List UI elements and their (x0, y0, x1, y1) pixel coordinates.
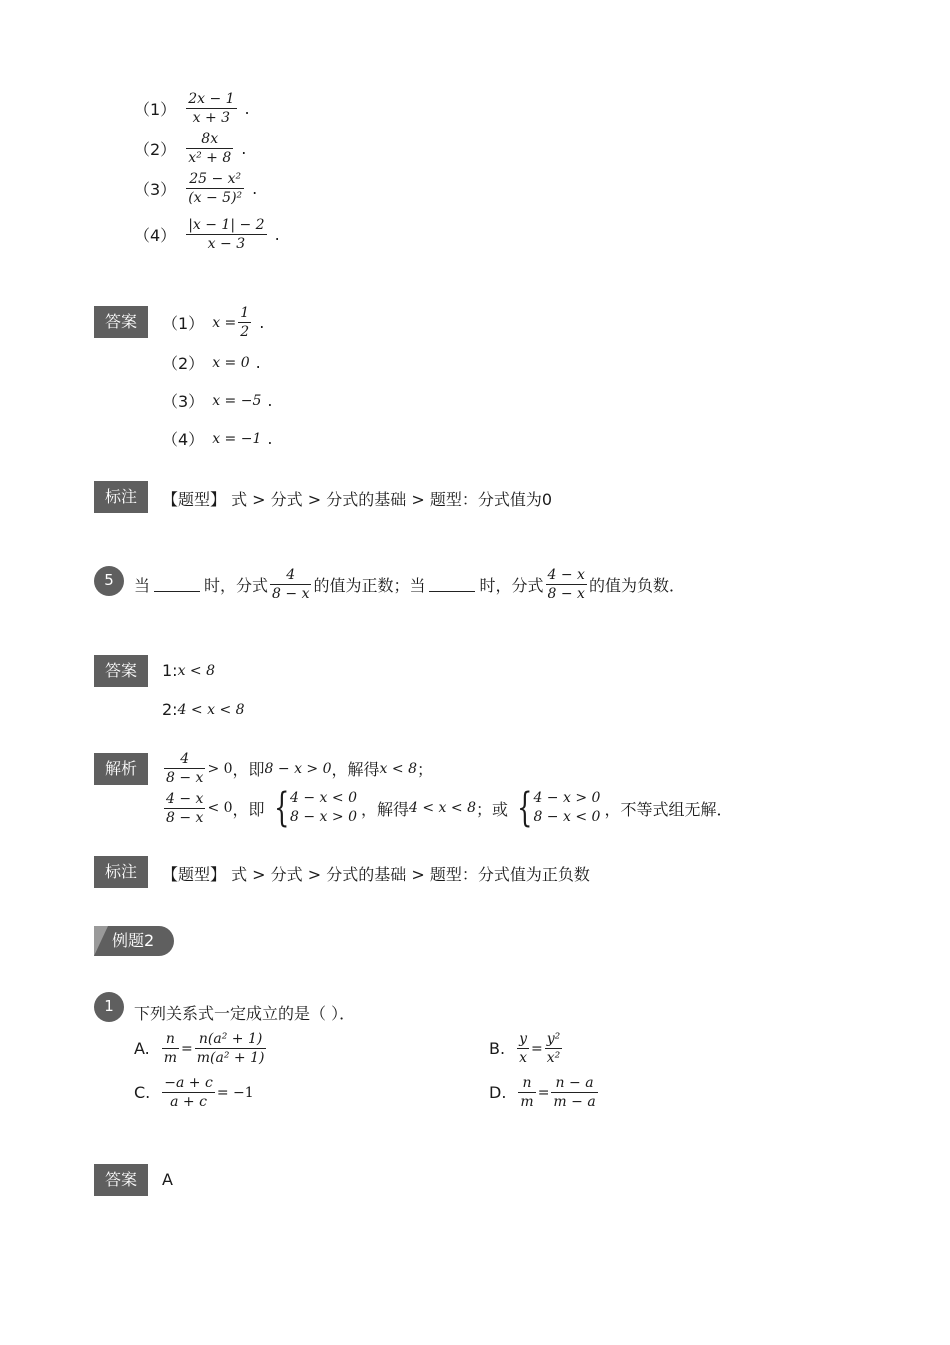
numerator: −a + c (164, 1075, 213, 1091)
denominator: 2 (240, 324, 250, 340)
question-stem (134, 566, 685, 603)
answer-line-1 (162, 661, 215, 680)
option-a[interactable] (134, 1030, 268, 1067)
part-label: （4） (162, 430, 205, 449)
example-title: 例题2 (112, 931, 155, 950)
numerator: 2x − 1 (188, 91, 235, 107)
answer-tag: 答案 (94, 306, 148, 338)
q4-part-2 (134, 130, 246, 167)
stem-text: 的值为正数；当 (313, 576, 426, 595)
numerator: 4 (286, 567, 296, 583)
part-label: （3） (134, 180, 177, 199)
answer-tag: 答案 (94, 1164, 148, 1196)
analysis-tag: 解析 (94, 753, 148, 785)
denominator: m(a² + 1) (196, 1050, 265, 1066)
period: . (267, 391, 273, 410)
numerator: 8x (201, 131, 219, 147)
text: ，解得 (360, 799, 409, 819)
part-label: （1） (134, 100, 177, 119)
fraction (546, 566, 587, 603)
answer-text: A (162, 1170, 173, 1189)
numerator: y (519, 1031, 527, 1047)
inequality: 8 − x > 0 (290, 809, 357, 825)
answer-line-2 (162, 351, 261, 374)
answer-line-3 (162, 389, 272, 412)
stem-text: 时，分式 (204, 576, 269, 595)
text: ，即 (232, 799, 265, 819)
fraction (164, 750, 205, 787)
math: x = −5 (212, 392, 262, 409)
fraction (162, 1030, 179, 1067)
answer-line-4 (162, 427, 272, 450)
math: > 0 (207, 760, 233, 777)
inequality: 4 − x < 0 (290, 790, 357, 806)
text: ；或 (475, 799, 508, 819)
numerator: 1 (240, 305, 250, 321)
numerator: n (522, 1075, 532, 1091)
denominator: x² + 8 (188, 150, 232, 166)
math: = (530, 1040, 543, 1057)
numerator: |x − 1| − 2 (188, 217, 265, 233)
numerator: 25 − x² (189, 171, 242, 187)
note-text: 【题型】 式 > 分式 > 分式的基础 > 题型：分式值为0 (162, 490, 553, 509)
banner-stripe (94, 926, 108, 956)
math-lhs: x = (212, 314, 237, 331)
blank-label: 2: (162, 700, 178, 719)
question-number: 1 (94, 992, 124, 1022)
fraction (162, 1074, 215, 1111)
inequality-system (269, 785, 357, 831)
period: . (241, 139, 247, 158)
part-label: （2） (134, 140, 177, 159)
stem-text: 的值为负数． (588, 576, 685, 595)
math: < 0 (207, 800, 233, 816)
fraction (238, 304, 251, 341)
numerator: y² (546, 1031, 561, 1047)
question-stem: 下列关系式一定成立的是（ ）． (134, 1004, 356, 1023)
denominator: m (163, 1050, 178, 1066)
denominator: x − 3 (186, 234, 266, 253)
fraction (545, 1030, 563, 1067)
denominator: 8 − x (166, 770, 204, 786)
denominator: (x − 5)² (188, 190, 243, 206)
fraction (551, 1074, 597, 1111)
period: . (274, 225, 280, 244)
note-tag: 标注 (94, 856, 148, 888)
part-label: （4） (134, 226, 177, 245)
numerator: 4 − x (547, 567, 585, 583)
fraction (518, 1074, 535, 1111)
math: = (181, 1040, 193, 1057)
fraction (186, 170, 244, 207)
stem-text: 时，分式 (479, 576, 544, 595)
answer-line-1 (162, 304, 264, 341)
part-label: （3） (162, 392, 205, 411)
answer-tag: 答案 (94, 655, 148, 687)
math: x = 0 (212, 354, 250, 371)
fraction (186, 216, 266, 253)
q4-part-1 (134, 90, 250, 127)
period: . (255, 353, 261, 372)
example-banner (94, 926, 174, 956)
numerator: 4 (180, 751, 190, 767)
period: . (267, 429, 273, 448)
denominator: m − a (553, 1094, 596, 1110)
numerator: 4 − x (166, 790, 204, 807)
analysis-line-2 (162, 785, 733, 831)
note-text: 【题型】 式 > 分式 > 分式的基础 > 题型：分式值为正负数 (162, 865, 590, 884)
text: ； (416, 760, 433, 779)
brace-icon: { (273, 785, 289, 831)
math: x = −1 (212, 430, 262, 447)
denominator: x + 3 (186, 108, 236, 127)
math: x < 8 (379, 760, 417, 777)
period: . (252, 179, 258, 198)
part-label: （1） (162, 314, 205, 333)
inequality-system (512, 785, 601, 831)
numerator: n(a² + 1) (198, 1031, 263, 1047)
math: = −1 (216, 1084, 254, 1101)
option-b[interactable] (489, 1030, 564, 1067)
denominator: 8 − x (166, 809, 204, 826)
fraction (186, 130, 233, 167)
blank-label: 1: (162, 661, 178, 680)
inequality: 4 − x > 0 (533, 790, 601, 806)
period: . (244, 99, 250, 118)
fraction (186, 90, 236, 127)
denominator: 8 − x (547, 586, 585, 602)
math: = (537, 1084, 550, 1101)
fraction (164, 790, 205, 827)
answer-line-2 (162, 700, 245, 719)
denominator: a + c (162, 1092, 215, 1111)
fraction (517, 1030, 529, 1067)
q4-part-4 (134, 216, 280, 253)
option-c[interactable] (134, 1074, 254, 1111)
math: 4 < x < 8 (409, 800, 476, 816)
period: . (259, 313, 265, 332)
inequality: 8 − x < 0 (533, 809, 601, 825)
denominator: x (517, 1048, 529, 1067)
stem-text: 当 (134, 576, 151, 595)
math: 4 < x < 8 (177, 701, 245, 718)
q4-part-3 (134, 170, 257, 207)
brace-icon: { (517, 785, 533, 831)
option-label: A. (134, 1039, 150, 1058)
analysis-line-1 (162, 750, 433, 787)
option-d[interactable] (489, 1074, 600, 1111)
note-tag: 标注 (94, 481, 148, 513)
numerator: n − a (555, 1075, 594, 1091)
answer-blank[interactable] (154, 577, 200, 592)
question-number: 5 (94, 566, 124, 596)
text: ，不等式组无解． (604, 799, 733, 819)
part-label: （2） (162, 354, 205, 373)
answer-blank[interactable] (429, 577, 475, 592)
denominator: 8 − x (272, 586, 310, 602)
denominator: m (520, 1094, 534, 1110)
fraction (195, 1030, 267, 1067)
option-label: C. (134, 1083, 151, 1102)
option-label: B. (489, 1039, 506, 1058)
numerator: n (165, 1031, 175, 1047)
fraction (270, 566, 311, 603)
math: 8 − x > 0 (264, 760, 332, 777)
denominator: x² (545, 1048, 563, 1067)
text: ，即 (232, 760, 265, 779)
option-label: D. (489, 1083, 507, 1102)
text: ，解得 (331, 760, 380, 779)
math: x < 8 (177, 662, 216, 679)
